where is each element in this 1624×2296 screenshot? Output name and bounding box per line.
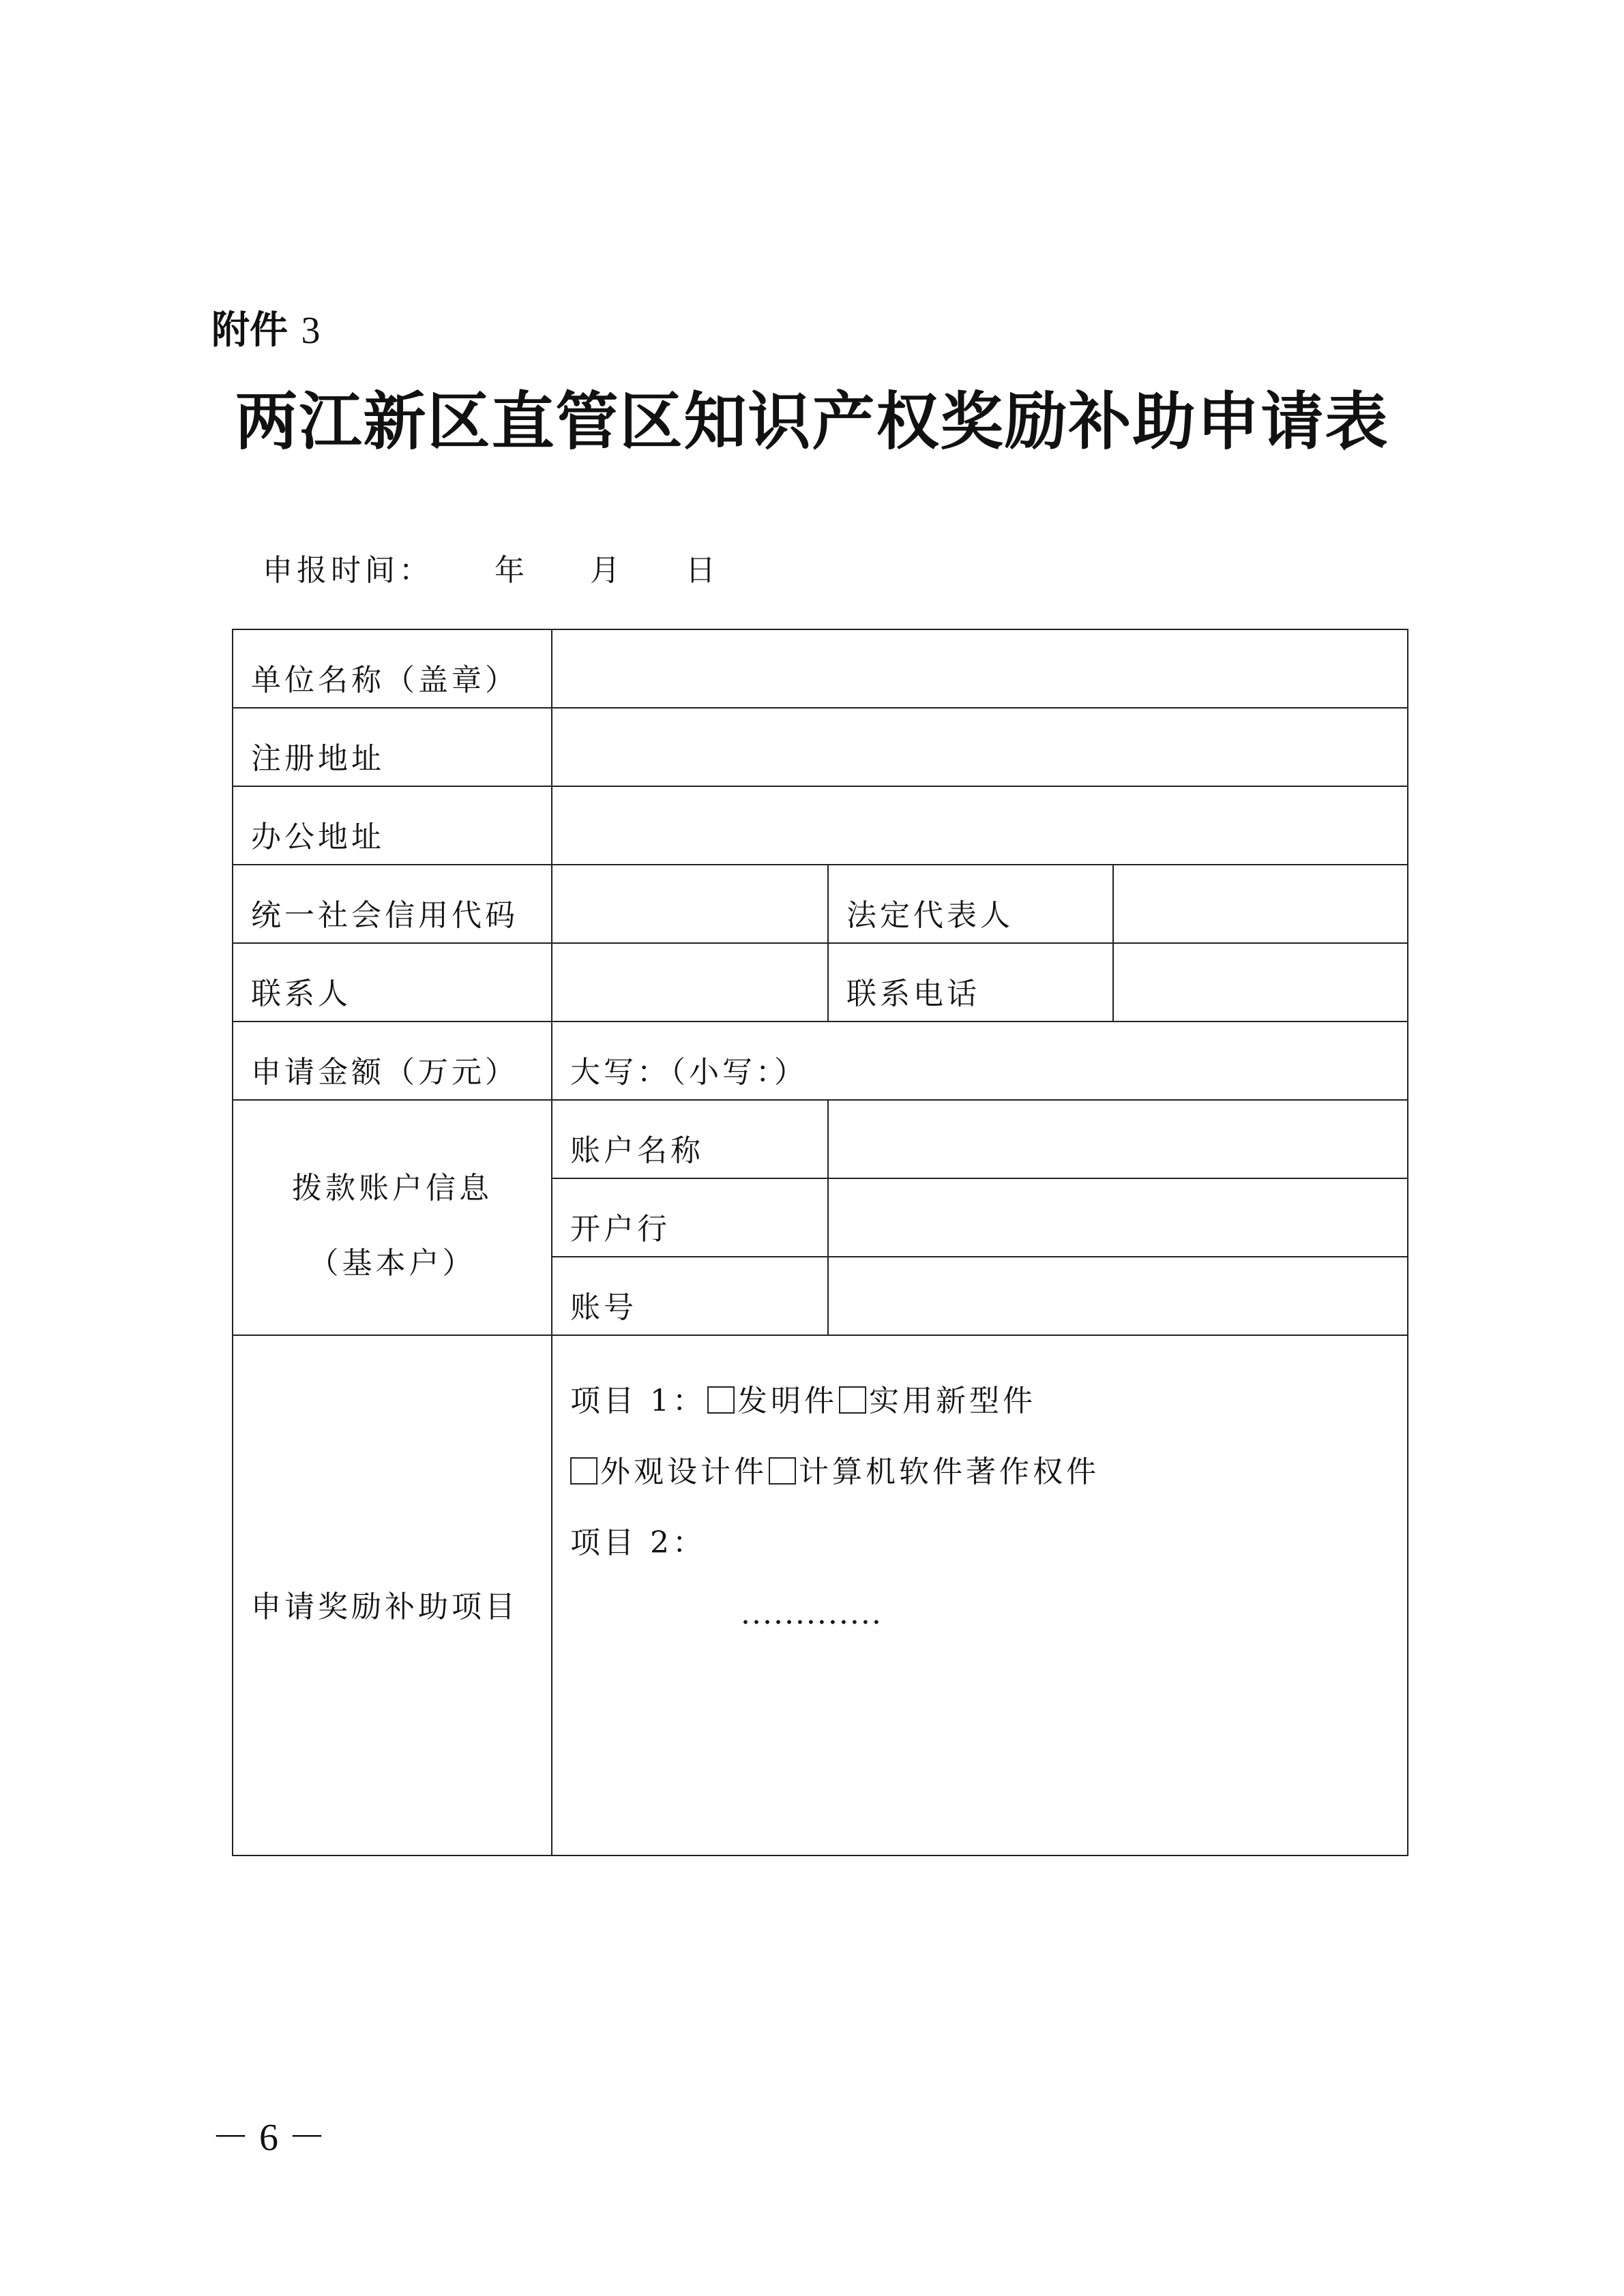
table-row	[233, 1100, 1408, 1178]
bank-field[interactable]	[828, 1178, 1408, 1257]
date-month[interactable]: 月	[590, 553, 624, 588]
table-row	[233, 708, 1408, 786]
account-name-field[interactable]	[828, 1100, 1408, 1178]
account-info-line2: （基本户）	[308, 1245, 476, 1281]
credit-code-label: 统一社会信用代码	[233, 865, 552, 943]
attachment-number: 3	[301, 310, 321, 352]
project-field[interactable]	[552, 1335, 1408, 1855]
option-invention: 发明件	[737, 1384, 838, 1418]
application-date-line	[263, 546, 720, 589]
amount-field[interactable]: 大写：（小写：）	[552, 1022, 1408, 1100]
office-address-label: 办公地址	[233, 786, 552, 865]
table-row	[233, 1022, 1408, 1100]
project2-line	[570, 1508, 1407, 1579]
checkbox-software[interactable]	[769, 1457, 796, 1485]
application-form-table	[232, 629, 1408, 1856]
credit-code-field[interactable]	[552, 865, 828, 943]
project2-num: 2：	[650, 1525, 706, 1560]
account-info-label	[233, 1100, 552, 1335]
contact-phone-label: 联系电话	[828, 943, 1113, 1022]
registered-address-field[interactable]	[552, 708, 1408, 786]
attachment-text: 附件	[211, 308, 288, 353]
project2-prefix: 项目	[570, 1525, 637, 1560]
page-number: － 6 －	[211, 2117, 326, 2159]
contact-person-field[interactable]	[552, 943, 828, 1022]
option-software: 计算机软件著作权件	[799, 1455, 1099, 1489]
checkbox-invention[interactable]	[707, 1386, 735, 1414]
date-label: 申报时间：	[263, 553, 433, 588]
account-number-field[interactable]	[828, 1257, 1408, 1335]
project1-num: 1：	[650, 1384, 706, 1418]
amount-label: 申请金额（万元）	[233, 1022, 552, 1100]
legal-rep-label: 法定代表人	[828, 865, 1113, 943]
date-year[interactable]: 年	[494, 553, 529, 588]
account-number-label: 账号	[552, 1257, 828, 1335]
checkbox-utility-model[interactable]	[839, 1386, 866, 1414]
table-row	[233, 943, 1408, 1022]
attachment-label	[211, 300, 321, 355]
option-design: 外观设计件	[600, 1455, 767, 1489]
table-row	[233, 629, 1408, 708]
project1-prefix: 项目	[570, 1384, 637, 1418]
page-title: 两江新区直管区知识产权奖励补助申请表	[235, 385, 1389, 458]
checkbox-design[interactable]	[570, 1457, 597, 1485]
table-row	[233, 786, 1408, 865]
office-address-field[interactable]	[552, 786, 1408, 865]
account-info-line1: 拨款账户信息	[292, 1170, 492, 1206]
project1-line	[570, 1366, 1407, 1437]
table-row	[233, 865, 1408, 943]
contact-person-label: 联系人	[233, 943, 552, 1022]
project-ellipsis: .............	[741, 1596, 883, 1631]
project1-line2	[570, 1437, 1407, 1508]
unit-name-field[interactable]	[552, 629, 1408, 708]
account-name-label: 账户名称	[552, 1100, 828, 1178]
project-label: 申请奖励补助项目	[233, 1335, 552, 1855]
date-day[interactable]: 日	[685, 553, 720, 588]
table-row	[233, 1335, 1408, 1855]
legal-rep-field[interactable]	[1113, 865, 1408, 943]
contact-phone-field[interactable]	[1113, 943, 1408, 1022]
registered-address-label: 注册地址	[233, 708, 552, 786]
option-utility-model: 实用新型件	[869, 1384, 1036, 1418]
unit-name-label: 单位名称（盖章）	[233, 629, 552, 708]
bank-label: 开户行	[552, 1178, 828, 1257]
